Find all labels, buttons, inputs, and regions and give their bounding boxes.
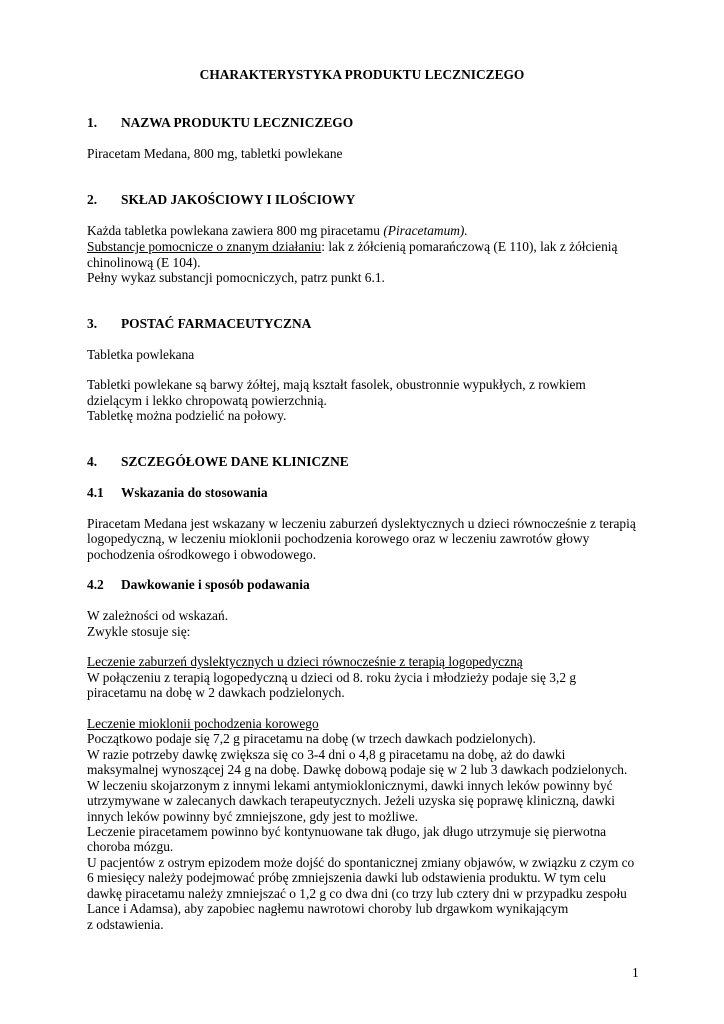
composition-line-3: chinolinową (E 104). <box>87 255 201 270</box>
document-title: CHARAKTERYSTYKA PRODUKTU LECZNICZEGO <box>199 67 525 82</box>
page-number: 1 <box>632 965 639 980</box>
myoclonus-line: innych leków powinny być zmniejszone, gdy jest to możliwe. <box>87 809 418 824</box>
section-3-heading: POSTAĆ FARMACEUTYCZNA <box>121 316 312 331</box>
form-description-line-3: Tabletkę można podzielić na połowy. <box>87 408 287 423</box>
myoclonus-line: W razie potrzeby dawkę zwiększa się co 3-4 dni o 4,8 g piracetamu na dobę, aż do dawki <box>87 747 566 762</box>
latin-name: (Piracetamum). <box>383 223 468 238</box>
composition-line-2 <box>87 239 617 255</box>
indication-line-1: Piracetam Medana jest wskazany w leczeniu zaburzeń dyslektycznych u dzieci równocześnie z terapią <box>87 516 636 531</box>
dyslexia-line-1: W połączeniu z terapią logopedyczną u dzieci od 8. roku życia i młodzieży podaje się 3,2 g <box>87 670 577 685</box>
pharmaceutical-form: Tabletka powlekana <box>87 347 195 362</box>
composition-text: Każda tabletka powlekana zawiera 800 mg piracetamu <box>87 223 384 238</box>
myoclonus-line: z odstawienia. <box>87 917 164 932</box>
indication-line-2: logopedyczną, w leczeniu mioklonii pochodzenia korowego oraz w leczeniu zawrotów głowy <box>87 531 590 546</box>
excipients-label: Substancje pomocnicze o znanym działaniu <box>87 239 322 254</box>
section-2-number: 2. <box>87 192 98 207</box>
section-2-heading: SKŁAD JAKOŚCIOWY I ILOŚCIOWY <box>121 192 356 207</box>
form-description-line-2: dzielącym i lekko chropowatą powierzchnią. <box>87 393 327 408</box>
dyslexia-line-2: piracetamu na dobę w 2 dawkach podzielonych. <box>87 685 345 700</box>
dyslexia-treatment-heading: Leczenie zaburzeń dyslektycznych u dzieci równocześnie z terapią logopedyczną <box>87 654 523 669</box>
dosage-line-1: W zależności od wskazań. <box>87 608 229 623</box>
myoclonus-line: dawkę piracetamu należy zmniejszać o 1,2 g co dwa dni (co trzy lub cztery dni w przypadku zespołu <box>87 886 627 901</box>
excipients-text: : lak z żółcienią pomarańczową (E 110), lak z żółcienią <box>321 239 618 254</box>
subsection-4-1-heading: Wskazania do stosowania <box>121 485 268 500</box>
myoclonus-line: maksymalnej wynoszącej 24 g na dobę. Dawkę dobową podaje się w 2 lub 3 dawkach podzielonych. <box>87 762 628 777</box>
section-1-heading: NAZWA PRODUKTU LECZNICZEGO <box>121 115 354 130</box>
myoclonus-treatment-heading: Leczenie mioklonii pochodzenia korowego <box>87 716 319 731</box>
myoclonus-line: W leczeniu skojarzonym z innymi lekami antymioklonicznymi, dawki innych leków powinny być <box>87 778 613 793</box>
subsection-4-2-heading: Dawkowanie i sposób podawania <box>121 577 310 592</box>
subsection-4-1-number: 4.1 <box>87 485 104 500</box>
section-4-heading: SZCZEGÓŁOWE DANE KLINICZNE <box>121 454 349 469</box>
myoclonus-line: utrzymywane w zalecanych dawkach terapeutycznych. Jeżeli uzyska się poprawę kliniczną, dawki <box>87 793 615 808</box>
section-4-number: 4. <box>87 454 98 469</box>
product-name-text: Piracetam Medana, 800 mg, tabletki powlekane <box>87 146 343 161</box>
composition-line-4: Pełny wykaz substancji pomocniczych, patrz punkt 6.1. <box>87 270 385 285</box>
section-1-number: 1. <box>87 115 98 130</box>
myoclonus-line: U pacjentów z ostrym epizodem może dojść do spontanicznej zmiany objawów, w związku z czym co <box>87 855 635 870</box>
myoclonus-line: Leczenie piracetamem powinno być kontynuowane tak długo, jak długo utrzymuje się pierwotna <box>87 824 607 839</box>
dosage-line-2: Zwykle stosuje się: <box>87 624 191 639</box>
composition-line-1 <box>87 223 468 239</box>
section-3-number: 3. <box>87 316 98 331</box>
form-description-line-1: Tabletki powlekane są barwy żółtej, mają kształt fasolek, obustronnie wypukłych, z rowkiem <box>87 377 586 392</box>
myoclonus-line: choroba mózgu. <box>87 839 174 854</box>
myoclonus-line: Lance i Adamsa), aby zapobiec nagłemu nawrotowi choroby lub drgawkom wynikającym <box>87 901 569 916</box>
indication-line-3: pochodzenia ośrodkowego i obwodowego. <box>87 547 317 562</box>
myoclonus-line: 6 miesięcy należy podejmować próbę zmniejszenia dawki lub odstawienia produktu. W tym celu <box>87 870 606 885</box>
subsection-4-2-number: 4.2 <box>87 577 104 592</box>
myoclonus-line: Początkowo podaje się 7,2 g piracetamu na dobę (w trzech dawkach podzielonych). <box>87 731 536 746</box>
